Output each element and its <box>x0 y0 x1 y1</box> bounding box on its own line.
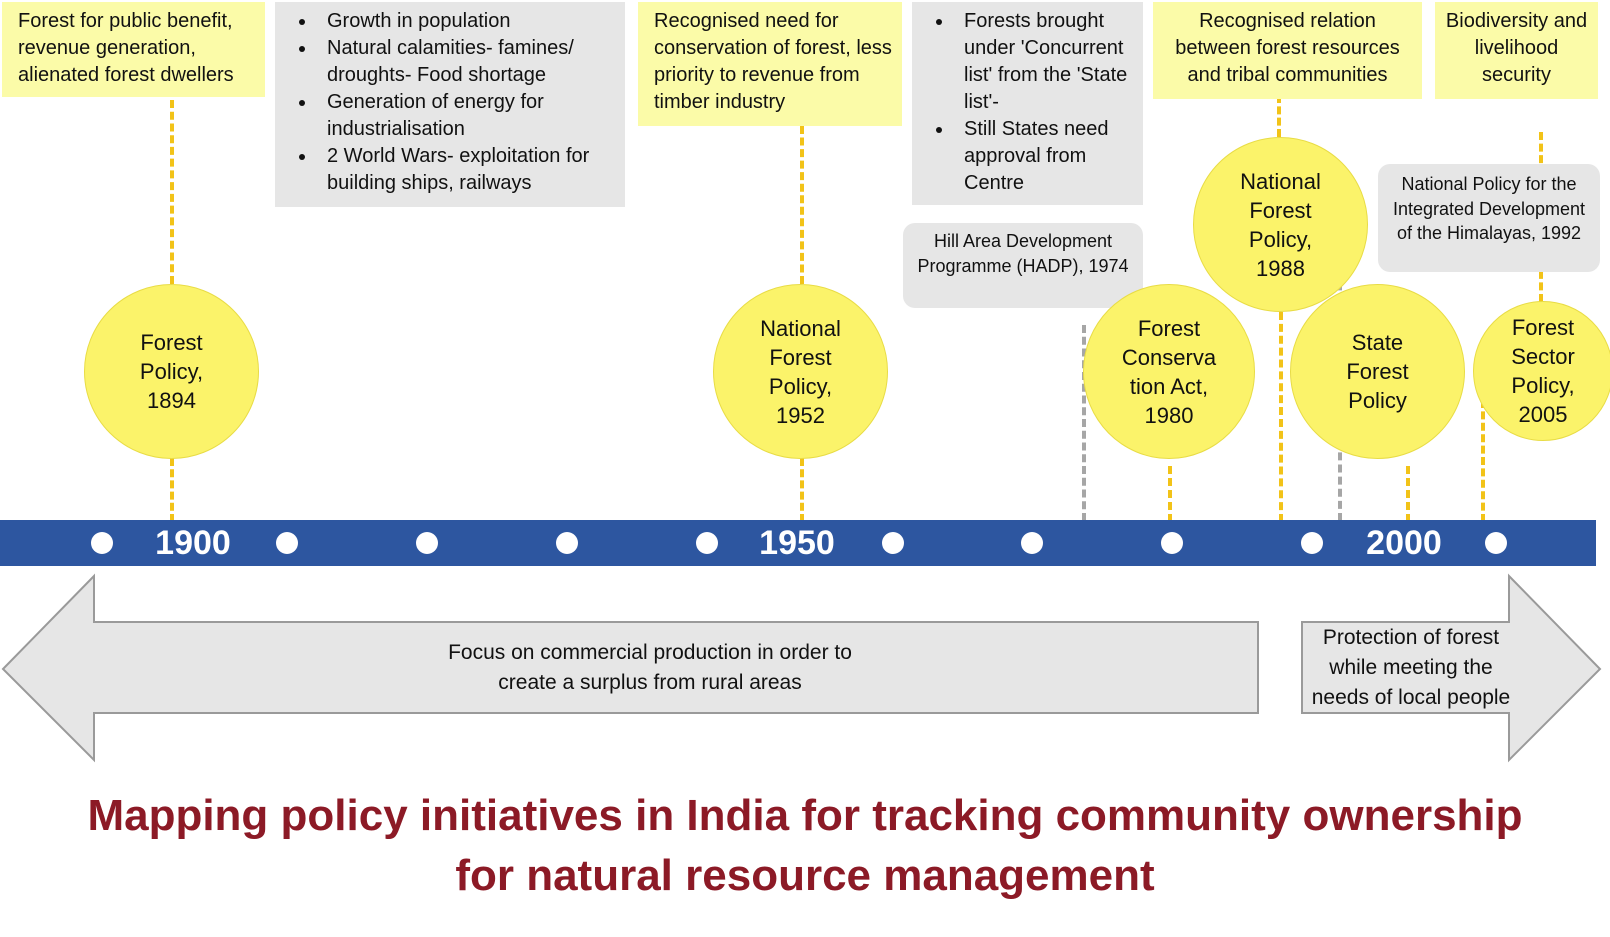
note-context-item: • Natural calamities- famines/ droughts- Food shortage <box>317 35 615 89</box>
title-line-1: Mapping policy initiatives in India for tracking community ownership <box>87 791 1523 840</box>
policy-circle-1894 <box>84 284 259 459</box>
policy-label: Forest Sector Policy, 2005 <box>1511 315 1575 427</box>
left-era-text: Focus on commercial production in order to create a surplus from rural areas <box>448 641 852 694</box>
note-1988 <box>1153 2 1422 99</box>
right-era-text: Protection of forest while meeting the needs of local people <box>1311 626 1511 709</box>
timeline-dot <box>1021 532 1043 554</box>
connector-2005-bottom <box>1481 400 1485 522</box>
page-title <box>0 786 1610 906</box>
connector-1988-top <box>1277 95 1281 137</box>
policy-label: National Forest Policy, 1952 <box>760 315 841 428</box>
timeline-dot <box>1301 532 1323 554</box>
year-label-1900: 1900 <box>155 524 231 562</box>
note-concurrent-list <box>922 8 1133 197</box>
note-himalayas <box>1378 164 1600 272</box>
timeline-dot <box>416 532 438 554</box>
policy-label: National Forest Policy, 1988 <box>1240 168 1321 281</box>
note-context-item: • Generation of energy for industrialisation <box>317 89 615 143</box>
policy-circle-state <box>1290 284 1465 459</box>
connector-1988-bottom <box>1279 312 1283 522</box>
note-1894 <box>2 2 265 97</box>
policy-label: State Forest Policy <box>1346 330 1409 413</box>
note-hadp <box>903 223 1143 308</box>
note-1988-text: Recognised relation between forest resources and tribal communities <box>1175 10 1400 86</box>
note-himalayas-text: National Policy for the Integrated Development of the Himalayas, 1992 <box>1392 174 1586 243</box>
connector-1894-top <box>170 100 174 284</box>
timeline-dot <box>882 532 904 554</box>
connector-1952-bottom <box>800 458 804 522</box>
policy-circle-1988 <box>1193 137 1368 312</box>
connector-1980-bottom <box>1168 466 1172 522</box>
timeline-dot <box>276 532 298 554</box>
connector-1952-top <box>800 126 804 284</box>
timeline-dot <box>1161 532 1183 554</box>
year-label-2000: 2000 <box>1366 524 1442 562</box>
policy-circle-1980 <box>1083 284 1255 459</box>
note-context-list <box>285 8 615 197</box>
note-context-item: • 2 World Wars- exploitation for building ships, railways <box>317 143 615 197</box>
connector-state-policy-bottom <box>1406 466 1410 522</box>
note-concurrent-item: • Still States need approval from Centre <box>954 116 1133 197</box>
title-line-2: for natural resource management <box>455 851 1155 900</box>
note-1952-text: Recognised need for conservation of forest, less priority to revenue from timber industry <box>654 10 892 113</box>
policy-circle-2005 <box>1473 301 1610 441</box>
note-2005 <box>1435 2 1598 99</box>
note-1894-text: Forest for public benefit, revenue generation, alienated forest dwellers <box>18 10 234 86</box>
timeline-dot <box>696 532 718 554</box>
note-context-item: • Growth in population <box>317 8 615 35</box>
timeline-dot <box>1485 532 1507 554</box>
note-context <box>275 2 625 207</box>
note-2005-text: Biodiversity and livelihood security <box>1445 10 1588 86</box>
note-concurrent-item: • Forests brought under 'Concurrent list' from the 'State list'- <box>954 8 1133 116</box>
note-hadp-text: Hill Area Development Programme (HADP), 1974 <box>917 231 1129 276</box>
timeline-dot <box>91 532 113 554</box>
connector-1894-bottom <box>170 458 174 522</box>
policy-label: Forest Conserva tion Act, 1980 <box>1121 315 1217 428</box>
note-1952 <box>638 2 902 126</box>
policy-circle-1952 <box>713 284 888 459</box>
timeline-dot <box>556 532 578 554</box>
year-label-1950: 1950 <box>759 524 835 562</box>
note-concurrent <box>912 2 1143 205</box>
policy-label: Forest Policy, 1894 <box>139 330 204 413</box>
